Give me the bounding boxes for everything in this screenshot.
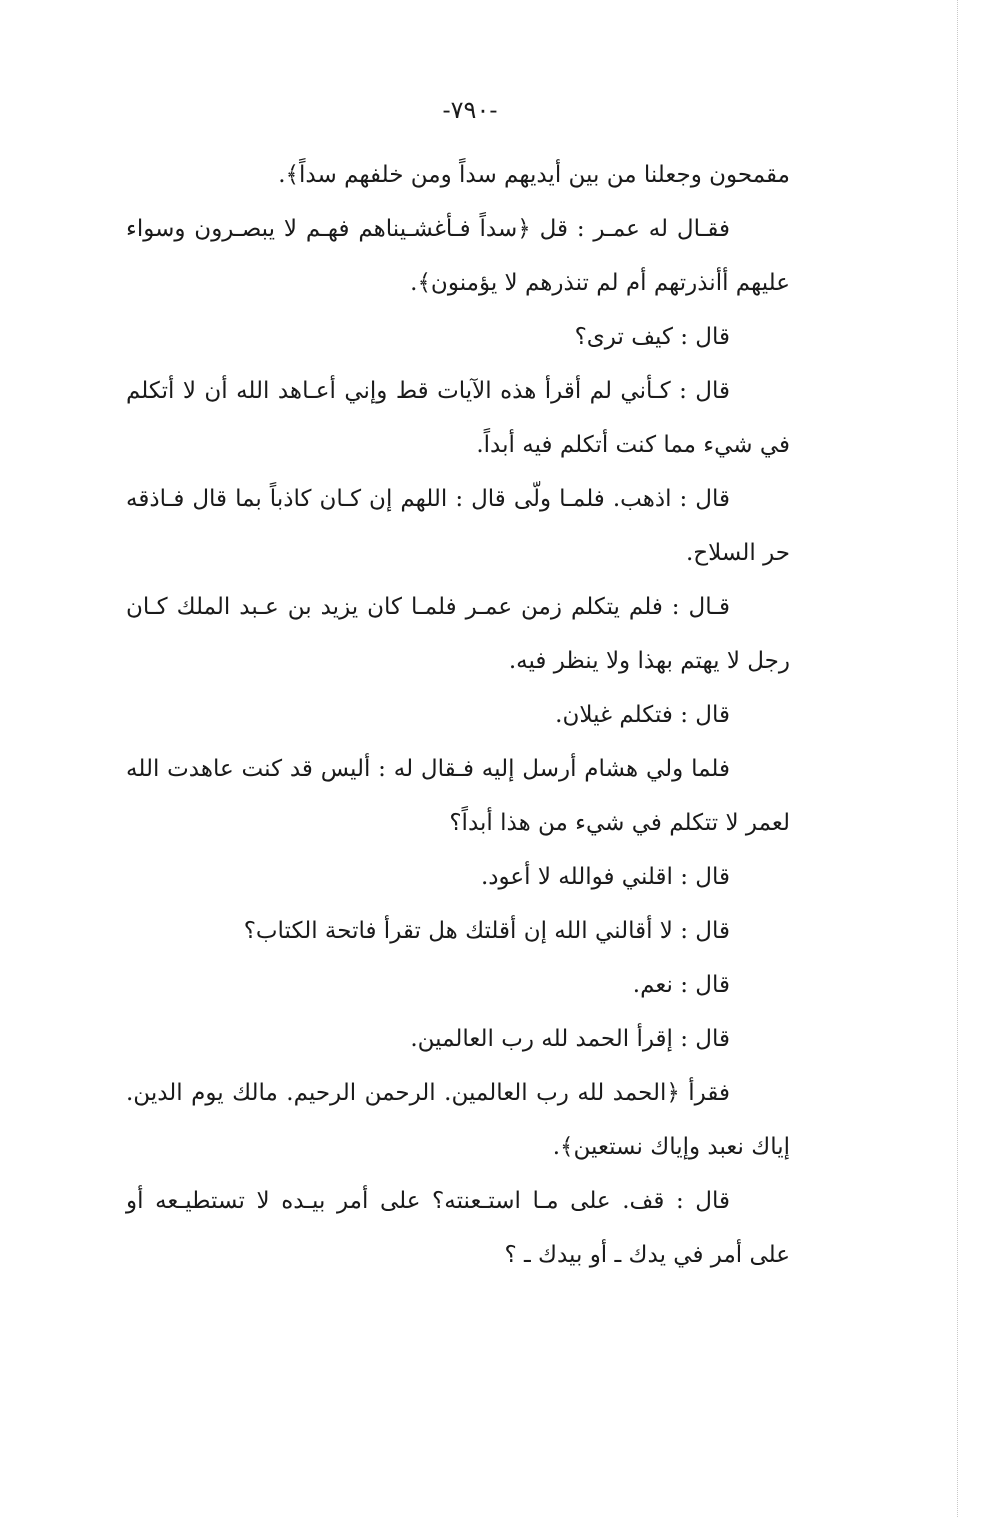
paragraph-8: فلما ولي هشام أرسل إليه فـقال له : أليس قد كنت عاهدت الله لعمر لا تتكلم في شيء من هذا أبداً؟	[126, 756, 790, 836]
page-edge-rule	[957, 0, 958, 1517]
paragraph-2: فقـال له عمـر : قل ﴿سداً فـأغشـيناهم فهـم لا يبصـرون وسواء عليهم أأنذرتهم أم لم تنذرهم لا يؤمنون﴾.	[126, 216, 790, 296]
page-number: -٧٩٠-	[442, 96, 498, 124]
paragraph-3: قال : كيف ترى؟	[574, 324, 730, 350]
paragraph-7: قال : فتكلم غيلان.	[555, 702, 730, 728]
paragraph-14: قال : قف. على مـا استـعنته؟ على أمر بيـده لا تستطيـعه أو على أمر في يدك ـ أو بيدك ـ ؟	[126, 1188, 790, 1268]
paragraph-6: قـال : فلم يتكلم زمن عمـر فلمـا كان يزيد بن عـبد الملك كـان رجل لا يهتم بهذا ولا ينظر فيه.	[126, 594, 790, 674]
body-text	[126, 148, 790, 1282]
paragraph-13: فقرأ ﴿الحمد لله رب العالمين. الرحمن الرحيم. مالك يوم الدين. إياك نعبد وإياك نستعين﴾.	[126, 1080, 790, 1160]
paragraph-12: قال : إقرأ الحمد لله رب العالمين.	[410, 1026, 730, 1052]
paragraph-9: قال : اقلني فوالله لا أعود.	[480, 864, 730, 890]
paragraph-5: قال : اذهب. فلمـا ولّى قال : اللهم إن كـان كاذباً بما قال فـاذقه حر السلاح.	[126, 486, 790, 566]
paragraph-4: قال : كـأني لم أقرأ هذه الآيات قط وإني أعـاهد الله أن لا أتكلم في شيء مما كنت أتكلم فيه أبداً.	[126, 378, 790, 458]
paragraph-10: قال : لا أقالني الله إن أقلتك هل تقرأ فاتحة الكتاب؟	[243, 918, 730, 944]
paragraph-1: مقمحون وجعلنا من بين أيديهم سداً ومن خلفهم سداً﴾.	[278, 162, 790, 188]
paragraph-11: قال : نعم.	[632, 972, 730, 998]
